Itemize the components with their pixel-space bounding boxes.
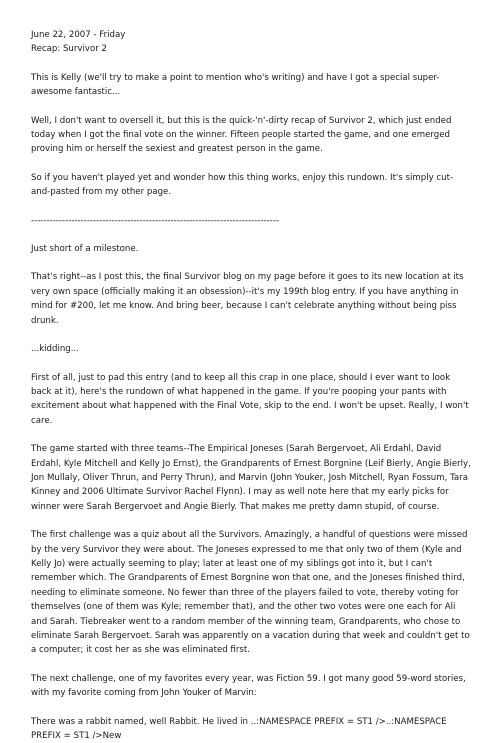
paragraph-intro-3: So if you haven't played yet and wonder how this thing works, enjoy this rundown. It's simply cut-and-pasted from my other page.: [31, 172, 454, 198]
post-date: June 22, 2007 - Friday: [31, 30, 126, 40]
paragraph-first-challenge: The first challenge was a quiz about all the Survivors. Amazingly, a handful of questions were missed by the very Survivor they were about. The Joneses expressed to me that only two of them (Kyle and Kelly Jo) were actually seeming to play; later at least one of my siblings got into it, but I can't remember which. The Grandparents of Ernest Borgnine won that one, and the Joneses finished third, needing to eliminate someone. No fewer than three of the players failed to vote, thereby voting for themselves (one of them was Kyle; remember that), and the other two votes were one each for Ali and Sarah. Tiebreaker went to a random member of the winning team, Grandparents, who chose to eliminate Sarah Bergervoet. Sarah was apparently on a vacation during that week and couldn't get to a computer; it cost her as she was eliminated first.: [31, 530, 470, 656]
paragraph-teams: The game started with three teams--The Empirical Joneses (Sarah Bergervoet, Ali Erdahl, David Erdahl, Kyle Mitchell and Kelly Jo Ernst), the Grandparents of Ernest Borgnine (Leif Bierly, Angie Bierly, Jon Mullaly, Oliver Thrun, and Perry Thrun), and Marvin (John Youker, Josh Mitchell, Ryan Fossum, Tara Kinney and 2006 Ultimate Survivor Rachel Flynn). I may as well note here that my early picks for winner were Sarah Bergervoet and Angie Bierly. That makes me pretty damn stupid, of course.: [31, 444, 471, 512]
post-title: Recap: Survivor 2: [31, 44, 107, 55]
paragraph-199th-entry: That's right--as I post this, the final Survivor blog on my page before it goes to its new location at its very own space (officially making it an obsession)--it's my 199th blog entry. If you have anything in mind for #200, let me know. And bring beer, because I can't celebrate anything without being piss drunk.: [31, 272, 464, 326]
blog-post: [31, 28, 471, 743]
paragraph-rabbit-story: There was a rabbit named, well Rabbit. He lived in ..:NAMESPACE PREFIX = ST1 />..:NAMESPACE PREFIX = ST1 />New: [31, 716, 447, 742]
paragraph-fiction-59: The next challenge, one of my favorites every year, was Fiction 59. I got many good 59-word stories, with my favorite coming from John Youker of Marvin:: [31, 673, 466, 699]
paragraph-rundown: First of all, just to pad this entry (and to keep all this crap in one place, should I ever want to look back at it), here's the rundown of what happened in the game. If you're pooping your pants with excitement about what happened with the Final Vote, skip to the end. I won't be upset. Really, I won't care.: [31, 372, 469, 426]
paragraph-milestone: Just short of a milestone.: [31, 244, 139, 255]
dashed-divider: --------------------------------------------------------------------------------: [31, 215, 280, 226]
spacer: [31, 57, 471, 71]
paragraph-intro-2: Well, I don't want to oversell it, but this is the quick-'n'-dirty recap of Survivor 2, which just ended today when I got the final vote on the winner. Fifteen people started the game, and one emerged proving him or herself the sexiest and greatest person in the game.: [31, 115, 452, 155]
paragraph-kidding: ...kidding...: [31, 344, 79, 355]
paragraph-intro-1: This is Kelly (we'll try to make a point to mention who's writing) and have I got a special super-awesome fantastic...: [31, 72, 440, 98]
